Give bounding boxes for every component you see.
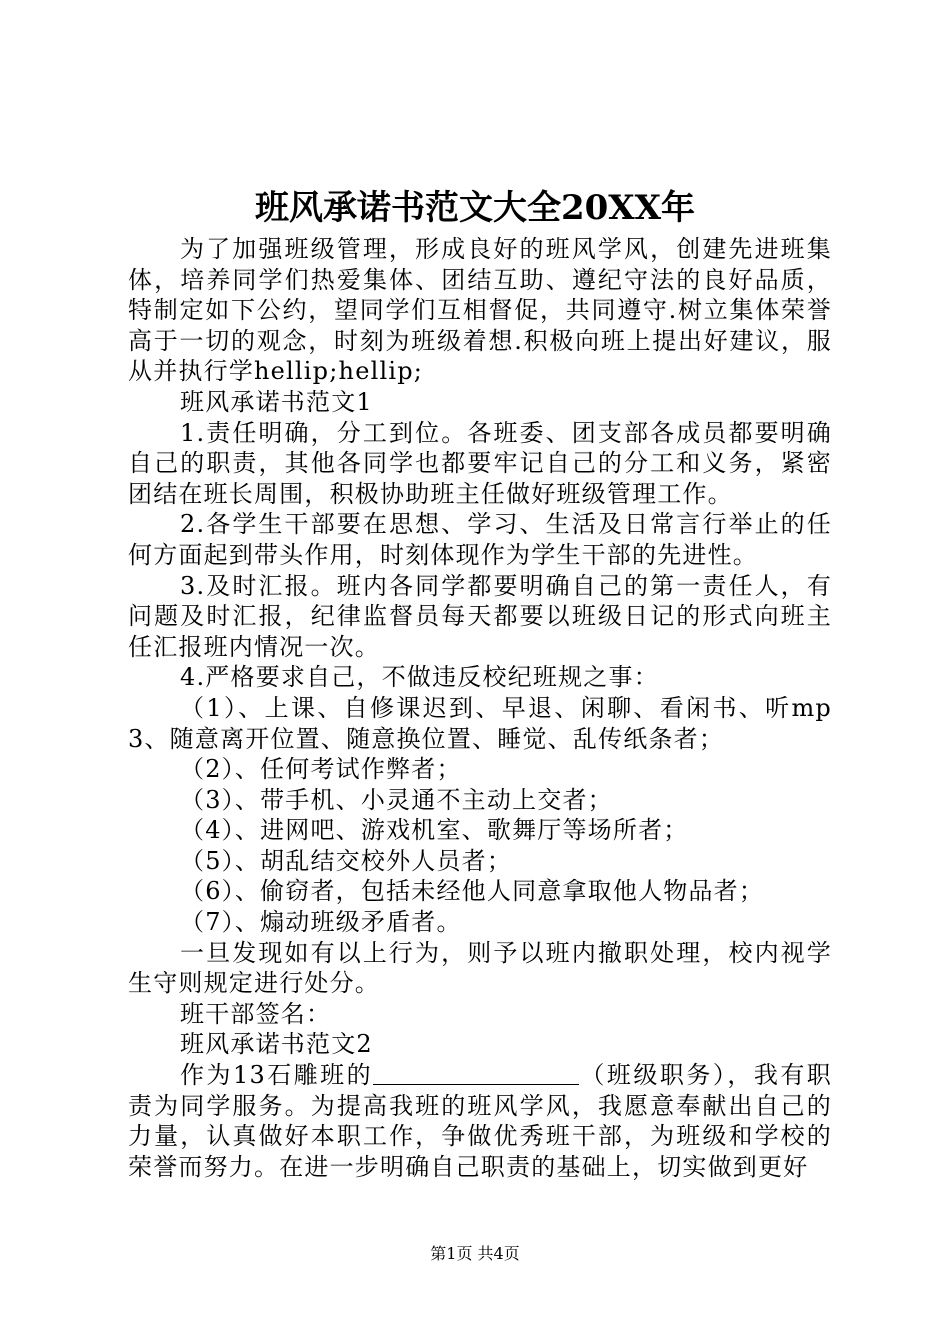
rule-item-1: （1）、上课、自修课迟到、早退、闲聊、看闲书、听mp3、随意离开位置、随意换位置、睡觉、乱传纸条者； [128, 693, 832, 753]
document-body [128, 234, 832, 1182]
section2-text-before-blank: 作为13石雕班的 [180, 1061, 374, 1090]
section2-paragraph [128, 1060, 832, 1182]
rule-item-5: （5）、胡乱结交校外人员者； [180, 846, 513, 875]
section2-text-after-blank: （班级职务），我有职责为同学服务。为提高我班的班风学风，我愿意奉献出自己的力量，认真做好本职工作，争做优秀班干部，为班级和学校的荣誉而努力。在进一步明确自己职责的基础上，切实做到更好 [128, 1061, 832, 1181]
rule-item-3: （3）、带手机、小灵通不主动上交者； [180, 785, 613, 814]
section1-heading: 班风承诺书范文1 [180, 387, 373, 416]
rule-item-4: （4）、进网吧、游戏机室、歌舞厅等场所者； [180, 816, 689, 845]
position-fill-in-blank [373, 1062, 579, 1085]
signature-line: 班干部签名： [180, 999, 332, 1028]
intro-paragraph: 为了加强班级管理，形成良好的班风学风，创建先进班集体，培养同学们热爱集体、团结互助、遵纪守法的良好品质，特制定如下公约，望同学们互相督促，共同遵守.树立集体荣誉高于一切的观念，时刻为班级着想.积极向班上提出好建议，服从并执行学hellip;hellip; [128, 235, 832, 386]
rule-3: 3.及时汇报。班内各同学都要明确自己的第一责任人，有问题及时汇报，纪律监督员每天都要以班级日记的形式向班主任汇报班内情况一次。 [128, 571, 832, 661]
rule-item-7: （7）、煽动班级矛盾者。 [180, 908, 462, 937]
document-title: 班风承诺书范文大全20XX年 [254, 188, 696, 228]
page-footer: 第1页 共4页 [430, 1244, 520, 1263]
rule-item-2: （2）、任何考试作弊者； [180, 755, 462, 784]
rule-item-6: （6）、偷窃者，包括未经他人同意拿取他人物品者； [180, 877, 765, 906]
rule-2: 2.各学生干部要在思想、学习、生活及日常言行举止的任何方面起到带头作用，时刻体现作为学生干部的先进性。 [128, 510, 832, 569]
penalty-paragraph: 一旦发现如有以上行为，则予以班内撤职处理，校内视学生守则规定进行处分。 [128, 938, 832, 998]
rule-4: 4.严格要求自己，不做违反校纪班规之事： [180, 663, 659, 692]
section2-heading: 班风承诺书范文2 [180, 1030, 373, 1059]
rule-1: 1.责任明确，分工到位。各班委、团支部各成员都要明确自己的职责，其他各同学也都要牢记自己的分工和义务，紧密团结在班长周围，积极协助班主任做好班级管理工作。 [128, 418, 832, 508]
